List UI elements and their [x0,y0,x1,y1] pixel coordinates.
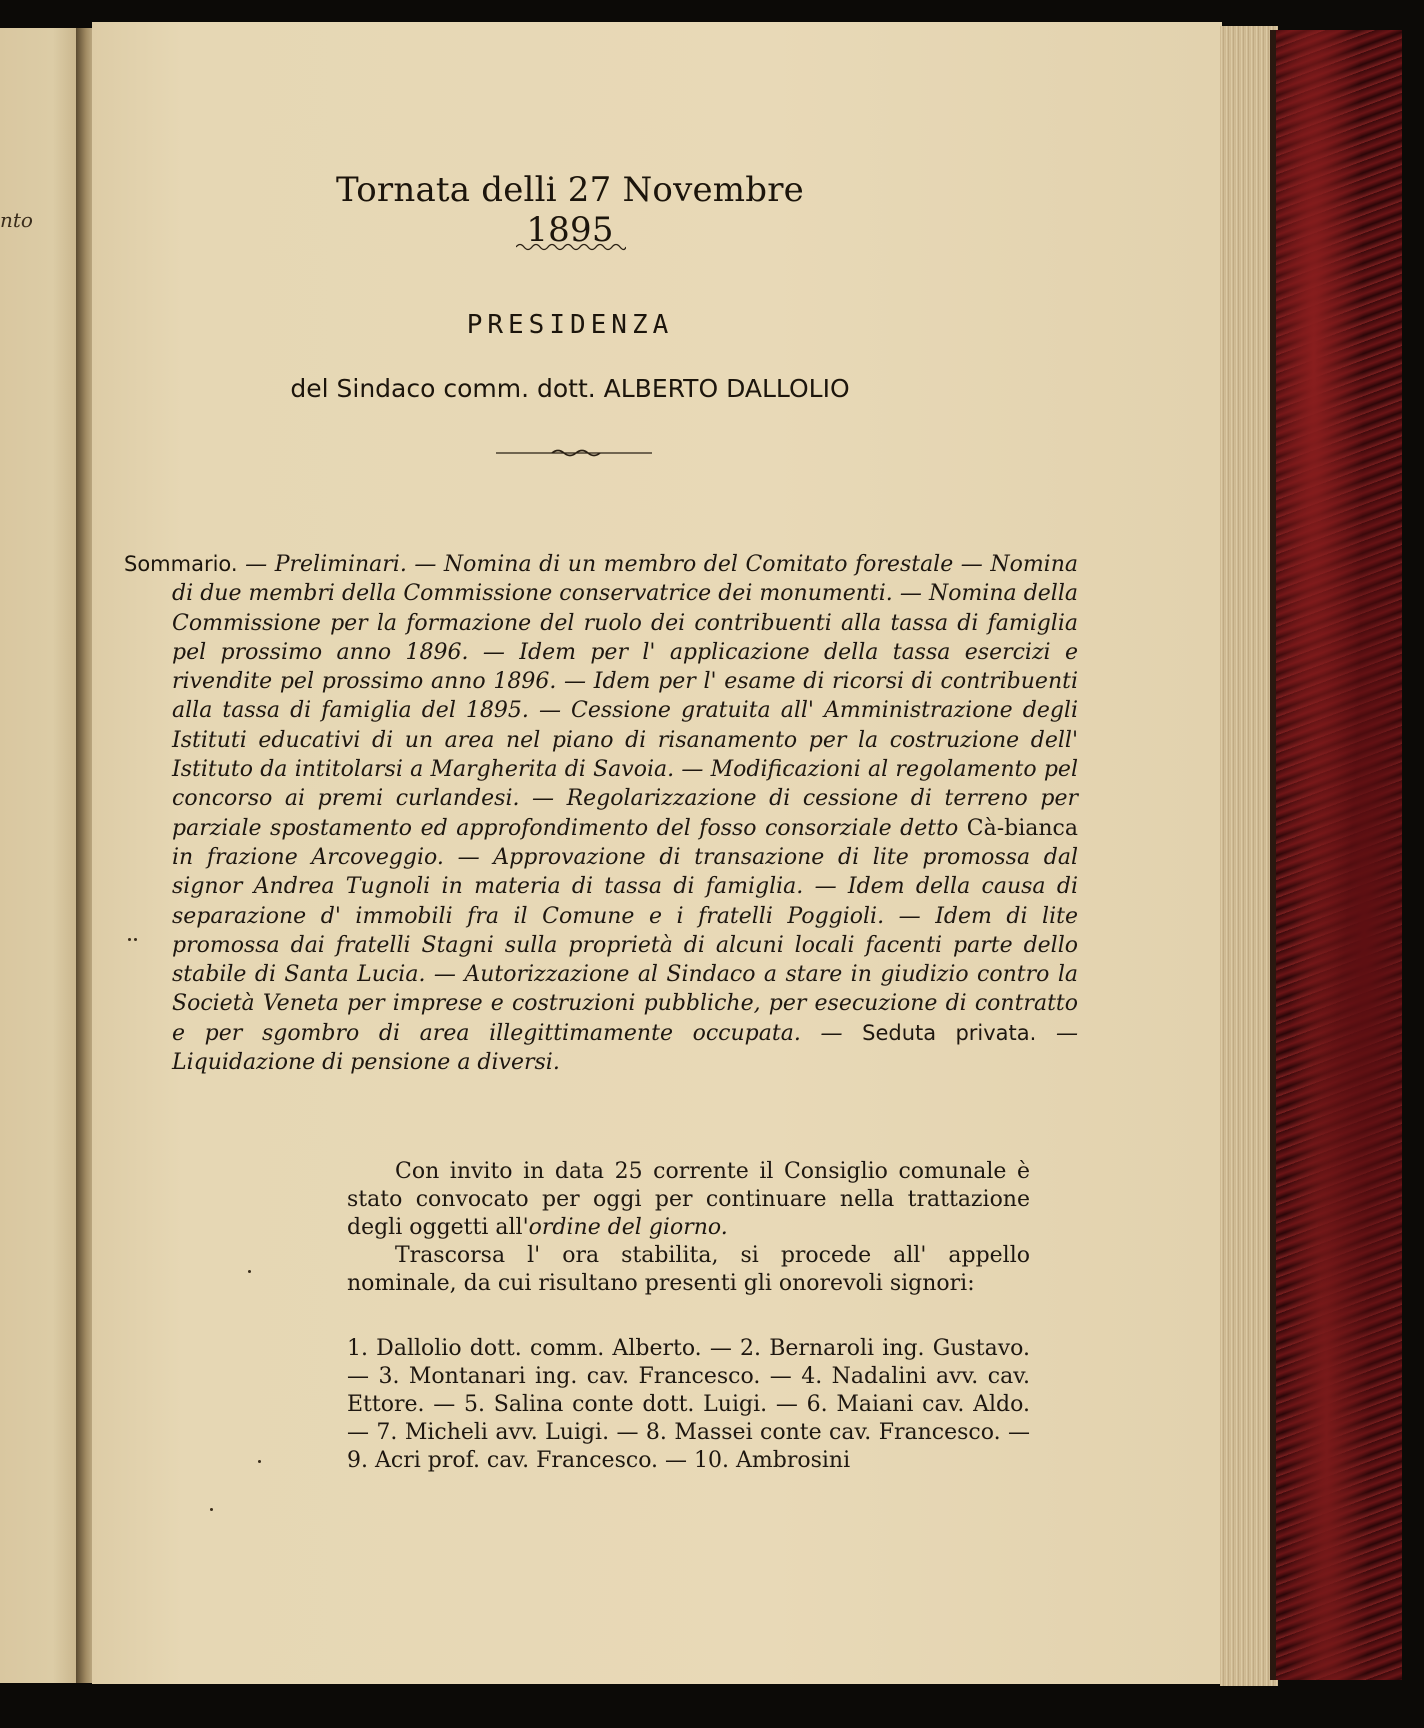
attendance-list: 1. Dallolio dott. comm. Alberto. — 2. Bernaroli ing. Gustavo. — 3. Montanari ing. cav. Francesco. — 4. Nadalini avv. cav. Ettore. — 5. Salina conte dott. Luigi. — 6. Maiani cav. Aldo. — 7. Micheli avv. Luigi. — 8. Massei conte cav. Francesco. — 9. Acri prof. cav. Francesco. — 10. Ambrosini [347,1336,1030,1473]
left-page-fragment: nto [0,208,33,232]
body-paragraph-1 [347,1158,1030,1242]
seduta-privata: Seduta privata. [862,1020,1037,1045]
wave-ornament [516,240,626,254]
sommario-label: Sommario. [124,552,238,576]
page-title: Tornata delli 27 Novembre 1895 [336,170,804,250]
p1-italic: ordine del giorno. [528,1215,728,1240]
speck [134,938,137,941]
sommario-text-3: — Liquidazione di pensione a diversi. [172,1020,1078,1076]
sommario-paragraph: Sommario. — Preliminari. — Nomina di un membro del Comitato forestale — Nomina di due membri della Commissione conservatrice dei monumenti. — Nomina della Commissione per la formazione del ruolo dei contribuenti alla tassa di famiglia pel prossimo anno 1896. — Idem per l' applicazione della tassa esercizi e rivendite pel prossimo anno 1896. — Idem per l' esame di ricorsi di contribuenti alla tassa di famiglia del 1895. — Cessione gratuita all' Amministrazione degli Istituti educativi di un area nel piano di risanamento per la costruzione dell' Istituto da intitolarsi a Margherita di Savoia. — Modificazioni al regolamento pel concorso ai premi curlandesi. — Regolarizzazione di cessione di terreno per parziale spostamento ed approfondimento del fosso consorziale detto Cà-bianca in frazione Arcoveggio. — Approvazione di transazione di lite promossa dal signor Andrea Tugnoli in materia di tassa di famiglia. — Idem della causa di separazione d' immobili fra il Comune e i fratelli Poggioli. — Idem di lite promossa dai fratelli Stagni sulla proprietà di alcuni locali facenti parte dello stabile di Santa Lucia. — Autorizzazione al Sindaco a stare in giudizio contro la Società Veneta per imprese e costruzioni pubbliche, per esecuzione di contratto e per sgombro di area illegittimamente occupata. — Seduta privata. — Liquidazione di pensione a diversi. [124,552,1078,1076]
book-cover [1276,30,1402,1680]
sommario-text-1: Preliminari. — Nomina di un membro del Comitato forestale — Nomina di due membri della Commissione conservatrice dei monumenti. — Nomina della Commissione per la formazione del ruolo dei contribuenti alla tassa di famiglia pel prossimo anno 1896. — Idem per l' applicazione della tassa esercizi e rivendite pel prossimo anno 1896. — Idem per l' esame di ricorsi di contribuenti alla tassa di famiglia del 1895. — Cessione gratuita all' Amministrazione degli Istituti educativi di un area nel piano di risanamento per la costruzione dell' Istituto da intitolarsi a Margherita di Savoia. — Modificazioni al regolamento pel concorso ai premi curlandesi. — Regolarizzazione di cessione di terreno per parziale spostamento ed approfondimento del fosso consorziale detto [172,552,1078,841]
ca-bianca: Cà-bianca [966,815,1078,841]
speck [248,1270,251,1273]
speck [128,938,131,941]
speck [210,1508,213,1511]
body-paragraph-2: Trascorsa l' ora stabilita, si procede all' appello nominale, da cui risultano presenti gli onorevoli signori: [347,1243,1030,1296]
p1-text: Con invito in data 25 corrente il Consiglio comunale è stato convocato per oggi per continuare nella trattazione degli oggetti all' [347,1159,1030,1240]
sindaco-line: del Sindaco comm. dott. ALBERTO DALLOLIO [290,374,850,403]
sommario-text-2: in frazione Arcoveggio. — Approvazione di transazione di lite promossa dal signor Andrea Tugnoli in materia di tassa di famiglia. — Idem della causa di separazione d' immobili fra il Comune e i fratelli Poggioli. — Idem di lite promossa dai fratelli Stagni sulla proprietà di alcuni locali facenti parte dello stabile di Santa Lucia. — Autorizzazione al Sindaco a stare in giudizio contro la Società Veneta per imprese e costruzioni pubbliche, per esecuzione di contratto e per sgombro di area illegittimamente occupata. — [172,844,1078,1046]
divider-ornament [496,446,652,460]
presidenza-heading: PRESIDENZA [466,310,674,340]
speck [258,1460,261,1463]
left-page [0,28,88,1683]
